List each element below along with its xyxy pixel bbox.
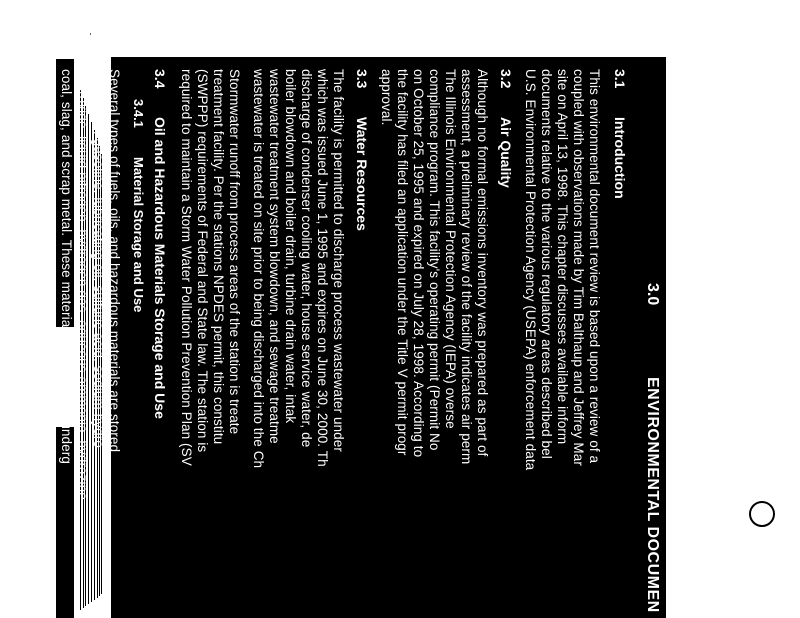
body-line: discharge of condenser cooling water, house service water, de — [299, 69, 314, 448]
body-line: drums, and various other containers located both indoors and outd — [43, 69, 58, 473]
body-line: U.S. Environmental Protection Agency (USEPA) enforcement data — [523, 69, 538, 471]
body-line: wastewater is treated on site prior to being discharged into the Ch — [251, 69, 266, 469]
body-line: site on April 13, 1998. This chapter discusses available inform — [555, 69, 570, 445]
body-line: diesel fuel, gasoline, lubricating oil, sulfuric acid, sodium hydro — [91, 69, 106, 448]
body-line: hydroxide, liquid nitrogen, hydrogen gas, aqueous ammonia, hydrazine, — [75, 69, 90, 504]
body-line: The facility is permitted to discharge process wastewater under — [331, 69, 346, 452]
body-line: Several types of fuels, oils, and hazardous materials are stored — [107, 69, 122, 453]
body-line: (SWPPP) requirements of Federal and State law. The station is — [195, 69, 210, 453]
body-line: wastewater treatment system blowdown, and sewage treatme — [267, 69, 282, 444]
body-line: documents relative to the various regulatory areas described bel — [539, 69, 554, 459]
body-line: This environmental document review is based upon a review of a — [587, 69, 602, 464]
body-line: the facility has filed an application under the Title V permit progr — [395, 69, 410, 456]
hole-punch-mark — [749, 501, 775, 527]
scan-speck — [90, 33, 91, 35]
section-number: 3.1 — [612, 69, 628, 89]
body-line: Stormwater runoff from process areas of the station is treate — [227, 69, 242, 435]
scanned-document-page — [43, 57, 666, 618]
body-line: treatment facility. Per the stations NPDES permit, this constitu — [211, 69, 226, 445]
section-number: 3.2 — [498, 69, 514, 89]
body-line: on October 25, 1995 and expired on July 28, 1998. According to — [411, 69, 426, 458]
body-line: which was issued June 1, 1995 and expires on June 30, 2000. Th — [315, 69, 330, 467]
subsection-title: Material Storage and Use — [131, 157, 146, 313]
chapter-title: ENVIRONMENTAL DOCUMEN — [644, 377, 661, 613]
section-title: Water Resources — [354, 117, 370, 231]
section-number: 3.3 — [354, 69, 370, 89]
section-title: Introduction — [612, 117, 628, 199]
body-line: assessment, a preliminary review of the facility indicates air perm — [459, 69, 474, 465]
rotated-page-content — [43, 59, 666, 613]
section-title: Air Quality — [498, 117, 514, 188]
section-number: 3.4 — [152, 69, 168, 89]
body-line: approval. — [379, 69, 394, 126]
body-line: required to maintain a Storm Water Pollution Prevention Plan (SV — [179, 69, 194, 466]
body-line: coal, slag, and scrap metal. These materials are stored in underg — [59, 69, 74, 464]
chapter-number: 3.0 — [644, 283, 661, 306]
section-title: Oil and Hazardous Materials Storage and Use — [152, 117, 168, 419]
body-line: boiler blowdown and boiler drain, turbine drain water, intak — [283, 69, 298, 424]
body-line: Although no formal emissions inventory was prepared as part of — [475, 69, 490, 457]
subsection-number: 3.4.1 — [131, 99, 146, 128]
body-line: The Illinois Environmental Protection Agency (IEPA) overse — [443, 69, 458, 429]
body-line: coupled with observations made by Tim Balthaup and Jeffrey Mar — [571, 69, 586, 466]
body-line: compliance program. This facility's operating permit (Permit No — [427, 69, 442, 451]
